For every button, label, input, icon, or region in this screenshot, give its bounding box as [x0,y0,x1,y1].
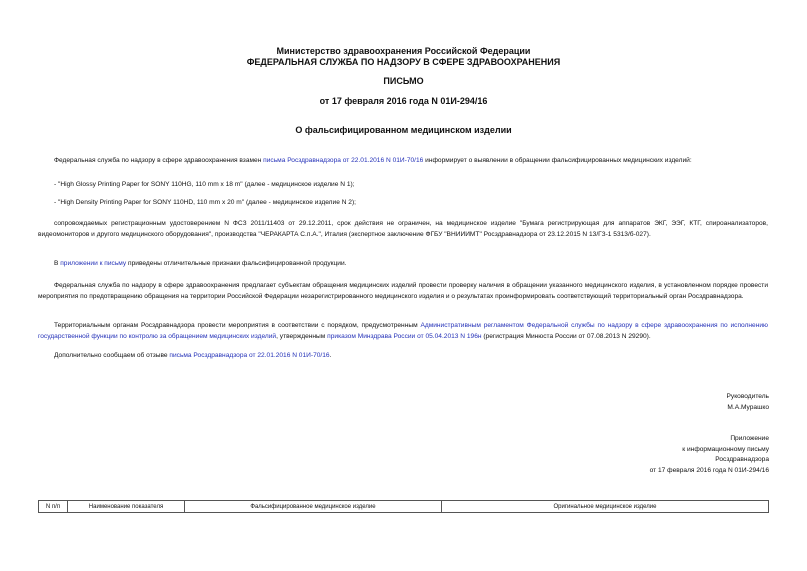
document-type: ПИСЬМО [383,76,424,86]
annex-line: от 17 февраля 2016 года N 01И-294/16 [649,466,769,474]
paragraph-item-2: - "High Density Printing Paper for SONY 110HD, 110 mm x 20 m" (далее - медицинское изделие N 2); [54,199,356,206]
paragraph-text: Дополнительно сообщаем об отзыве [54,352,170,359]
annex-heading [650,434,769,476]
signature-name: М.А.Мурашко [727,403,769,411]
paragraph-text: приведены отличительные признаки фальсифицированной продукции. [126,260,347,267]
link-admin-regulation[interactable]: Административным регламентом Федеральной службы по надзору в сфере здравоохранения по исполнению государственной функции по контролю за обращением медицинских изделий [38,322,768,340]
table-header-cell: N п/п [39,501,68,513]
link-letter-22-01-2016-withdrawn[interactable]: письма Росздравнадзора от 22.01.2016 N 01И-70/16 [169,352,330,359]
paragraph-intro [38,156,768,167]
paragraph-annex-ref [38,259,768,270]
paragraph-text: Федеральная служба по надзору в сфере здравоохранения взамен [54,157,264,164]
annex-table [38,500,769,513]
document-subject: О фальсифицированном медицинском изделии [295,125,512,135]
table-header-cell: Наименование показателя [68,501,185,513]
paragraph-territorial [38,321,768,342]
paragraph-text: Территориальным органам Росздравнадзора провести мероприятия в соответствии с порядком, предусмотренным [54,322,421,329]
service-name: ФЕДЕРАЛЬНАЯ СЛУЖБА ПО НАДЗОРУ В СФЕРЕ ЗДРАВООХРАНЕНИЯ [246,57,561,67]
link-annex[interactable]: приложении к письму [60,260,127,267]
signature-block [727,392,769,413]
paragraph-text: В [54,260,61,267]
annex-line: Росздравнадзора [715,456,769,463]
paragraph-withdrawal [38,351,768,362]
signature-title: Руководитель [726,393,769,400]
table-header-row [39,501,769,513]
paragraph-text: (регистрация Минюста России от 07.08.2013 N 29290). [481,332,651,340]
annex-line: Приложение [730,435,769,442]
link-order-196n[interactable]: приказом Минздрава России от 05.04.2013 N 196н [327,332,482,340]
paragraph-proposal: Федеральная служба по надзору в сфере здравоохранения предлагает субъектам обращения медицинских изделий провести проверку наличия в обращении указанного медицинского изделия, в установленном порядке провести мероприятия по предотвращению обращения на территории Российской Федерации незарегистрированного медицинского изделия и о результатах проинформировать соответствующий территориальный орган Росздравнадзора. [38,282,768,300]
annex-line: к информационному письму [682,445,769,453]
paragraph-text: , утвержденным [276,332,328,340]
paragraph-text: . [329,352,332,359]
paragraph-item-1: - "High Glossy Printing Paper for SONY 110HG, 110 mm x 18 m" (далее - медицинское изделие N 1); [54,181,355,188]
table-header-cell: Оригинальное медицинское изделие [442,501,769,513]
paragraph-text: информирует о выявлении в обращении фальсифицированных медицинских изделий: [423,157,692,164]
paragraph-registration: сопровождаемых регистрационным удостоверением N ФСЗ 2011/11403 от 29.12.2011, срок действия не ограничен, на медицинское изделие "Бумага регистрирующая для аппаратов ЭКГ, ЭЭГ, КТГ, спироанализаторов, видеомониторов и другого медицинского оборудования", производства "ЧЕРАКАРТА С.п.А.", Италия (экспертное заключение ФГБУ "ВНИИИМТ" Росздравнадзора от 23.12.2015 N 13/ГЗ-1 5313/б-027). [38,220,768,238]
ministry-name: Министерство здравоохранения Российской Федерации [276,46,531,56]
table-header-cell: Фальсифицированное медицинское изделие [185,501,442,513]
document-date-number: от 17 февраля 2016 года N 01И-294/16 [319,96,488,106]
link-letter-22-01-2016[interactable]: письма Росздравнадзора от 22.01.2016 N 01И-70/16 [263,157,424,164]
